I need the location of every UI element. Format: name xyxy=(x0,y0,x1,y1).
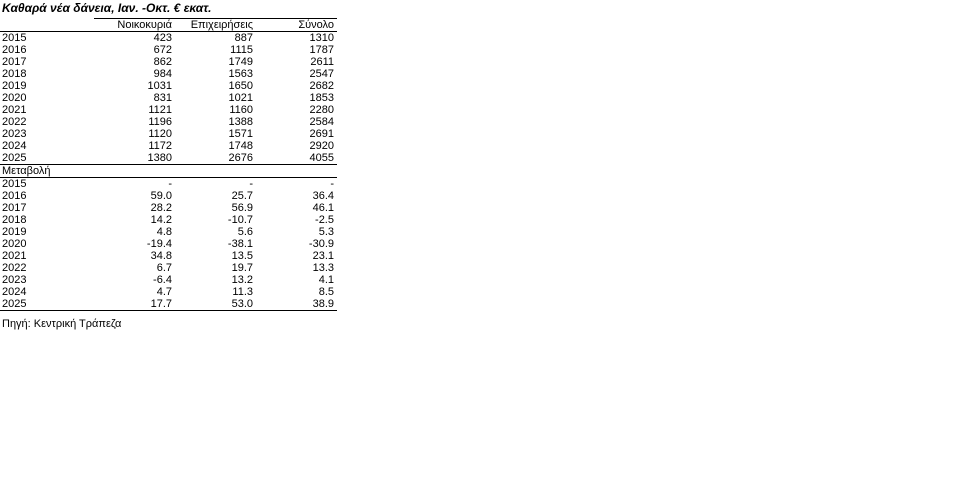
row-households: 1380 xyxy=(147,152,172,164)
row-households: 1120 xyxy=(148,128,172,140)
row-businesses: 1563 xyxy=(228,68,253,80)
row-households: 831 xyxy=(153,92,172,104)
row-total: 2682 xyxy=(309,80,334,92)
row-businesses: 1021 xyxy=(228,92,253,104)
table-row xyxy=(0,250,337,262)
row-year: 2022 xyxy=(2,262,27,274)
row-businesses: 1388 xyxy=(228,116,253,128)
row-businesses: 1650 xyxy=(228,80,253,92)
row-businesses: 11.3 xyxy=(232,286,253,298)
table-row xyxy=(0,214,337,226)
row-businesses: 1748 xyxy=(228,140,253,152)
row-year: 2019 xyxy=(2,226,27,238)
row-businesses: 1571 xyxy=(228,128,253,140)
row-businesses: 1115 xyxy=(230,44,253,56)
row-households: 672 xyxy=(153,44,172,56)
table-row xyxy=(0,226,337,238)
table-row xyxy=(0,178,337,191)
table-row xyxy=(0,128,337,140)
row-total: 1787 xyxy=(309,44,334,56)
table-row xyxy=(0,32,337,45)
row-businesses: 19.7 xyxy=(231,262,253,274)
row-businesses: 13.2 xyxy=(231,274,253,286)
row-year: 2020 xyxy=(2,92,27,104)
row-businesses: - xyxy=(249,178,253,190)
section-header-change xyxy=(0,165,337,178)
section-spacer xyxy=(175,165,256,178)
row-households: 28.2 xyxy=(150,202,172,214)
row-businesses: 1160 xyxy=(229,104,253,116)
row-total: -2.5 xyxy=(315,214,334,226)
row-businesses: 1749 xyxy=(228,56,253,68)
row-total: -30.9 xyxy=(308,238,334,250)
row-total: 2920 xyxy=(309,140,334,152)
row-total: 1310 xyxy=(309,32,334,44)
column-header-total: Σύνολο xyxy=(256,19,337,32)
row-year: 2023 xyxy=(2,128,27,140)
row-total: 4.1 xyxy=(318,274,334,286)
row-year: 2025 xyxy=(2,152,27,164)
row-year: 2016 xyxy=(2,44,27,56)
row-households: 1172 xyxy=(148,140,172,152)
row-year: 2024 xyxy=(2,286,27,298)
row-year: 2015 xyxy=(2,178,27,190)
row-year: 2017 xyxy=(2,202,27,214)
row-total: 2611 xyxy=(310,56,334,68)
table-row xyxy=(0,56,337,68)
row-year: 2023 xyxy=(2,274,27,286)
row-households: 1121 xyxy=(148,104,172,116)
row-year: 2021 xyxy=(2,250,27,262)
row-total: 46.1 xyxy=(312,202,334,214)
section-spacer xyxy=(256,165,337,178)
row-year: 2016 xyxy=(2,190,27,202)
row-households: 984 xyxy=(153,68,172,80)
table-row xyxy=(0,80,337,92)
table-row xyxy=(0,238,337,250)
table-row xyxy=(0,44,337,56)
row-households: 4.7 xyxy=(156,286,172,298)
table-row xyxy=(0,152,337,165)
row-year: 2025 xyxy=(0,298,94,311)
row-households: 17.7 xyxy=(94,298,175,311)
row-households: -19.4 xyxy=(146,238,172,250)
source-note: Πηγή: Κεντρική Τράπεζα xyxy=(2,318,122,330)
row-households: 1196 xyxy=(148,116,172,128)
row-total: 23.1 xyxy=(312,250,334,262)
row-total: 5.3 xyxy=(318,226,334,238)
row-total: 13.3 xyxy=(312,262,334,274)
table-row xyxy=(0,286,337,298)
row-households: - xyxy=(168,178,172,190)
table-row xyxy=(0,116,337,128)
row-year: 2018 xyxy=(2,214,27,226)
column-header-businesses: Επιχειρήσεις xyxy=(175,19,256,32)
row-businesses: 5.6 xyxy=(237,226,253,238)
table-row xyxy=(0,92,337,104)
row-year: 2019 xyxy=(2,80,27,92)
row-year: 2022 xyxy=(2,116,27,128)
table-row xyxy=(0,262,337,274)
table-row xyxy=(0,274,337,286)
table-row xyxy=(0,190,337,202)
row-businesses: -10.7 xyxy=(227,214,253,226)
row-total: - xyxy=(330,178,334,190)
row-total: 2691 xyxy=(309,128,334,140)
row-households: 14.2 xyxy=(150,214,172,226)
row-total: 36.4 xyxy=(312,190,334,202)
row-households: 423 xyxy=(153,32,172,44)
table-row xyxy=(0,68,337,80)
section-label-change: Μεταβολή xyxy=(0,165,94,178)
row-businesses: 56.9 xyxy=(231,202,253,214)
loans-table xyxy=(0,18,337,311)
column-header-year xyxy=(0,19,94,32)
row-total: 2280 xyxy=(309,104,334,116)
row-households: 34.8 xyxy=(150,250,172,262)
table-header-row xyxy=(0,19,337,32)
row-households: -6.4 xyxy=(153,274,172,286)
row-year: 2017 xyxy=(2,56,27,68)
row-year: 2018 xyxy=(2,68,27,80)
table-row xyxy=(0,104,337,116)
row-households: 1031 xyxy=(147,80,172,92)
row-businesses: -38.1 xyxy=(227,238,253,250)
row-year: 2021 xyxy=(2,104,27,116)
row-businesses: 13.5 xyxy=(231,250,253,262)
row-households: 59.0 xyxy=(150,190,172,202)
row-total: 8.5 xyxy=(318,286,334,298)
row-total: 4055 xyxy=(309,152,334,164)
row-households: 862 xyxy=(153,56,172,68)
row-total: 2547 xyxy=(309,68,334,80)
table-row xyxy=(0,298,337,311)
row-year: 2015 xyxy=(2,32,27,44)
table-row xyxy=(0,202,337,214)
data-sheet xyxy=(0,0,340,333)
row-total: 1853 xyxy=(309,92,334,104)
table-row xyxy=(0,140,337,152)
section-spacer xyxy=(94,165,175,178)
row-year: 2020 xyxy=(2,238,27,250)
row-total: 2584 xyxy=(309,116,334,128)
page-title: Καθαρά νέα δάνεια, Ιαν. -Οκτ. € εκατ. xyxy=(2,1,212,15)
row-businesses: 887 xyxy=(234,32,253,44)
row-businesses: 2676 xyxy=(228,152,253,164)
row-households: 4.8 xyxy=(156,226,172,238)
row-businesses: 25.7 xyxy=(231,190,253,202)
column-header-households: Νοικοκυριά xyxy=(94,19,175,32)
row-total: 38.9 xyxy=(256,298,337,311)
row-households: 6.7 xyxy=(156,262,172,274)
row-businesses: 53.0 xyxy=(175,298,256,311)
row-year: 2024 xyxy=(2,140,27,152)
